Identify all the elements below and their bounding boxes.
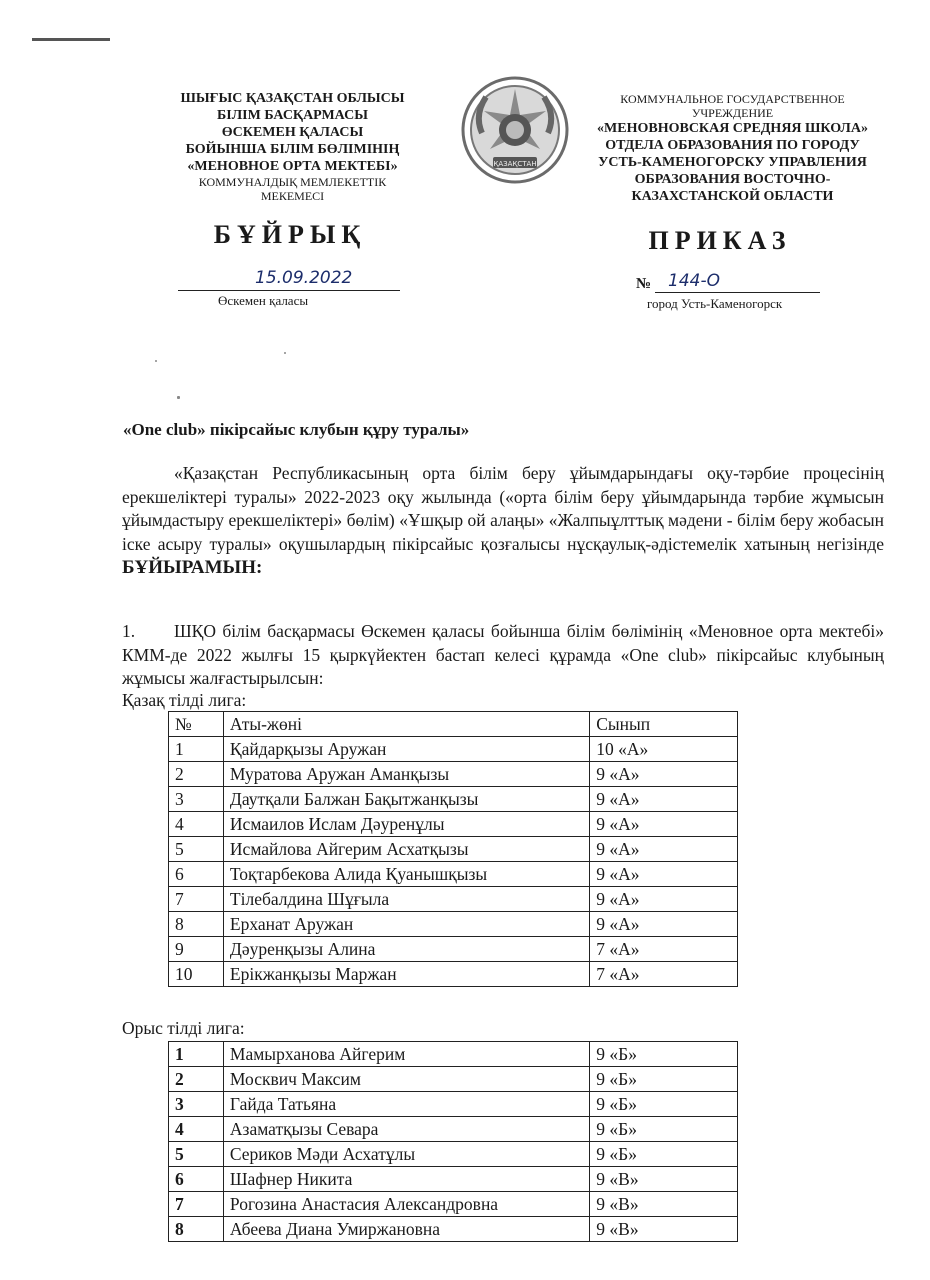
row-number: 8 [169, 912, 224, 937]
class-grade: 9 «Б» [590, 1092, 738, 1117]
table-row [169, 762, 738, 787]
class-grade: 9 «В» [590, 1167, 738, 1192]
header-kz-line: БОЙЫНША БІЛІМ БӨЛІМІНІҢ [185, 142, 400, 157]
class-grade: 9 «А» [590, 812, 738, 837]
date-underline [178, 290, 400, 291]
student-name: Москвич Максим [223, 1067, 589, 1092]
table-row [169, 1192, 738, 1217]
header-class: Сынып [590, 712, 738, 737]
number-underline [655, 292, 820, 293]
table-row [169, 937, 738, 962]
row-number: 5 [169, 837, 224, 862]
student-name: Рогозина Анастасия Александровна [223, 1192, 589, 1217]
row-number: 6 [169, 862, 224, 887]
header-kz-line: БІЛІМ БАСҚАРМАСЫ [217, 108, 368, 123]
row-number: 4 [169, 812, 224, 837]
student-name: Абеева Диана Умиржановна [223, 1217, 589, 1242]
class-grade: 9 «А» [590, 862, 738, 887]
row-number: 7 [169, 1192, 224, 1217]
header-ru-line: КАЗАХСТАНСКОЙ ОБЛАСТИ [631, 189, 834, 204]
row-number: 3 [169, 787, 224, 812]
row-number: 6 [169, 1167, 224, 1192]
table-row [169, 1042, 738, 1067]
class-grade: 9 «А» [590, 912, 738, 937]
order-number-handwritten: 144-О [668, 271, 720, 291]
row-number: 8 [169, 1217, 224, 1242]
city-russian: город Усть-Каменогорск [647, 296, 783, 311]
russian-league-label: Орыс тілді лига: [122, 1018, 245, 1038]
header-kz-line: «МЕНОВНОЕ ОРТА МЕКТЕБІ» [187, 159, 398, 174]
class-grade: 7 «А» [590, 937, 738, 962]
class-grade: 9 «А» [590, 762, 738, 787]
row-number: 7 [169, 887, 224, 912]
class-grade: 7 «А» [590, 962, 738, 987]
table-row [169, 1167, 738, 1192]
row-number: 2 [169, 762, 224, 787]
table-row [169, 837, 738, 862]
header-kz-line: ШЫҒЫС ҚАЗАҚСТАН ОБЛЫСЫ [180, 91, 405, 106]
class-grade: 9 «Б» [590, 1067, 738, 1092]
class-grade: 10 «А» [590, 737, 738, 762]
header-ru-line: УСТЬ-КАМЕНОГОРСКУ УПРАВЛЕНИЯ [598, 155, 867, 170]
class-grade: 9 «А» [590, 787, 738, 812]
row-number: 1 [169, 1042, 224, 1067]
header-kazakh [150, 90, 435, 203]
row-number: 2 [169, 1067, 224, 1092]
header-kz-small-line: КОММУНАЛДЫҚ МЕМЛЕКЕТТІК [198, 175, 387, 189]
order-verb: БҰЙЫРАМЫН: [122, 557, 263, 578]
order-word-kazakh: БҰЙРЫҚ [213, 220, 367, 249]
class-grade: 9 «Б» [590, 1117, 738, 1142]
row-number: 5 [169, 1142, 224, 1167]
table-row [169, 787, 738, 812]
student-name: Мамырханова Айгерим [223, 1042, 589, 1067]
row-number: 9 [169, 937, 224, 962]
state-emblem-icon [460, 75, 570, 185]
table-header-row [169, 712, 738, 737]
clause-text: ШҚО білім басқармасы Өскемен қаласы бойынша білім бөлімінің «Меновное орта мектебі» КММ-де 2022 жылғы 15 қыркүйектен бастап келесі құрамда «One club» пікірсайыс клубының жұмысы жалғастырылсын: [122, 621, 884, 688]
table-row [169, 1142, 738, 1167]
table-row [169, 1117, 738, 1142]
row-number: 4 [169, 1117, 224, 1142]
table-row [169, 1092, 738, 1117]
student-name: Тілебалдина Шұғыла [223, 887, 589, 912]
header-russian [565, 92, 900, 205]
emblem-ribbon-text: ҚАЗАҚСТАН [493, 160, 537, 168]
student-name: Ерханат Аружан [223, 912, 589, 937]
student-name: Исмайлова Айгерим Асхатқызы [223, 837, 589, 862]
student-name: Даутқали Балжан Бақытжанқызы [223, 787, 589, 812]
table-row [169, 887, 738, 912]
header-ru-small-line: УЧРЕЖДЕНИЕ [691, 106, 774, 120]
preamble-paragraph [122, 462, 884, 580]
order-word-russian: ПРИКАЗ [648, 226, 792, 255]
kazakh-league-table [168, 711, 738, 987]
header-kz-line: ӨСКЕМЕН ҚАЛАСЫ [221, 125, 364, 140]
header-ru-line: ОТДЕЛА ОБРАЗОВАНИЯ ПО ГОРОДУ [605, 138, 860, 153]
scan-speck [284, 352, 286, 354]
table-row [169, 737, 738, 762]
russian-league-table [168, 1041, 738, 1242]
student-name: Қайдарқызы Аружан [223, 737, 589, 762]
header-ru-small-line: КОММУНАЛЬНОЕ ГОСУДАРСТВЕННОЕ [620, 92, 845, 106]
row-number: 1 [169, 737, 224, 762]
header-number: № [169, 712, 224, 737]
row-number: 3 [169, 1092, 224, 1117]
student-name: Муратова Аружан Аманқызы [223, 762, 589, 787]
header-name: Аты-жөні [223, 712, 589, 737]
student-name: Гайда Татьяна [223, 1092, 589, 1117]
scan-speck [177, 396, 180, 399]
document-title: «One club» пікірсайыс клубын құру туралы» [123, 420, 470, 439]
class-grade: 9 «А» [590, 887, 738, 912]
class-grade: 9 «А» [590, 837, 738, 862]
student-name: Азаматқызы Севара [223, 1117, 589, 1142]
order-number-sign: № [636, 276, 652, 292]
preamble-text: «Қазақстан Республикасының орта білім беру ұйымдарындағы оқу-тәрбие процесінің ерекшеліктері туралы» 2022-2023 оқу жылында («орта білім беру ұйымдарында тәрбие жұмысын ұйымдастыру ерекшеліктері» бөлім) «Ұшқыр ой алаңы» «Жалпыұлттық мәдени - білім беру жобасын іске асыру туралы» оқушылардың пікірсайыс қозғалысы нұсқаулық-әдістемелік хатының негізінде [122, 463, 884, 554]
clause-1-paragraph [122, 620, 884, 691]
table-row [169, 812, 738, 837]
scan-artifact-line [32, 38, 110, 41]
clause-number: 1. [122, 621, 136, 641]
table-row [169, 862, 738, 887]
class-grade: 9 «В» [590, 1192, 738, 1217]
header-ru-line: «МЕНОВНОВСКАЯ СРЕДНЯЯ ШКОЛА» [597, 121, 868, 136]
table-row [169, 1067, 738, 1092]
class-grade: 9 «Б» [590, 1142, 738, 1167]
header-ru-line: ОБРАЗОВАНИЯ ВОСТОЧНО- [634, 172, 831, 187]
student-name: Тоқтарбекова Алида Қуанышқызы [223, 862, 589, 887]
table-row [169, 1217, 738, 1242]
table-row [169, 912, 738, 937]
table-row [169, 962, 738, 987]
student-name: Исмаилов Ислам Дәуренұлы [223, 812, 589, 837]
class-grade: 9 «Б» [590, 1042, 738, 1067]
student-name: Шафнер Никита [223, 1167, 589, 1192]
student-name: Сериков Мәди Асхатұлы [223, 1142, 589, 1167]
class-grade: 9 «В» [590, 1217, 738, 1242]
order-date-handwritten: 15.09.2022 [255, 268, 353, 288]
header-kz-small-line: МЕКЕМЕСІ [260, 189, 325, 203]
student-name: Ерікжанқызы Маржан [223, 962, 589, 987]
row-number: 10 [169, 962, 224, 987]
student-name: Дәуренқызы Алина [223, 937, 589, 962]
kazakh-league-label: Қазақ тілді лига: [122, 690, 247, 710]
scan-speck [155, 360, 157, 362]
city-kazakh: Өскемен қаласы [218, 293, 309, 308]
